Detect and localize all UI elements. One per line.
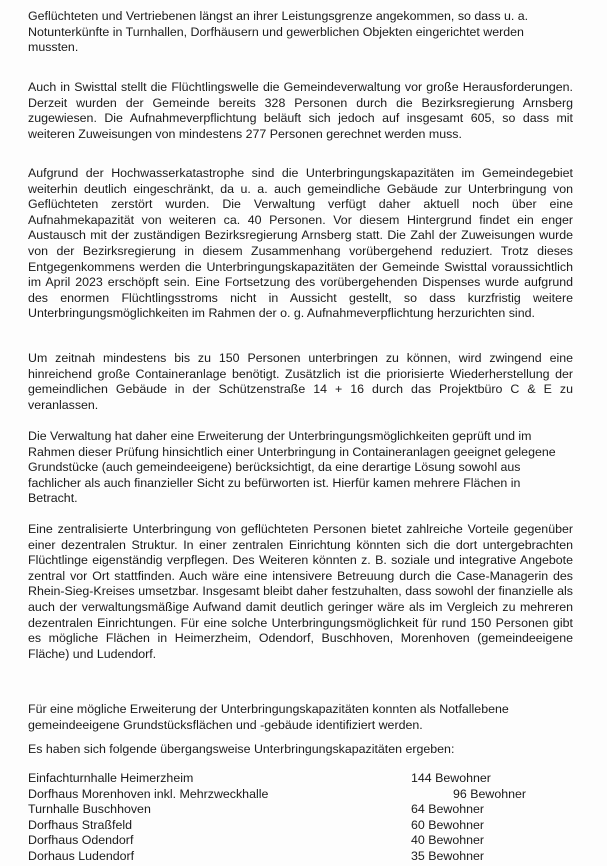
resident-count: 96 Bewohner: [453, 786, 527, 801]
paragraph-intro-continuation: Geflüchteten und Vertriebenen längst an ihrer Leistungsgrenze angekommen, so dass u. a. Notunterkünfte in Turnhallen, Dorfhäusern und gewerblichen Objekten eingerichtet werden mussten.: [28, 9, 529, 55]
facility-name: Einfachturnhalle Heimerzheim: [28, 771, 194, 785]
paragraph-container-need: Um zeitnah mindestens bis zu 150 Personen unterbringen zu können, wird zwingend eine hinreichend große Containeranlage benötigt. Zusätzlich ist die priorisierte Wiederherstellung der gemeindlichen Gebäude in der Schützenstraße 14 + 16 durch das Projektbüro C & E zu veranlassen.: [28, 351, 573, 412]
resident-count: 64 Bewohner: [411, 802, 485, 817]
table-row: [28, 833, 573, 849]
paragraph-emergency-level: Für eine mögliche Erweiterung der Unterbringungskapazitäten konnten als Notfallebene gemeindeeigene Grundstücksflächen und -gebäude identifiziert werden.: [28, 702, 509, 732]
facility-name: Dorfhaus Odendorf: [28, 833, 134, 848]
resident-count: 40 Bewohner: [411, 833, 485, 848]
paragraph-centralized-advantages: Eine zentralisierte Unterbringung von geflüchteten Personen bietet zahlreiche Vorteile gegenüber einer dezentralen Struktur. In einer zentralen Einrichtung könnten sich die dort untergebrachten Flüchtlinge eigenständig verpflegen. Des Weiteren könnten z. B. soziale und integrative Angebote zentral vor Ort stattfinden. Auch wäre eine intensivere Betreuung durch die Case-Managerin des Rhein-Sieg-Kreises umsetzbar. Insgesamt bleibt daher festzuhalten, dass sowohl der finanzielle als auch der verwaltungsmäßige Aufwand damit deutlich geringer wäre als im Vergleich zu mehreren dezentralen Einrichtungen. Für eine solche Unterbringungsmöglichkeit für rund 150 Personen gibt es mögliche Flächen in Heimerzheim, Odendorf, Buschhoven, Morenhoven (gemeindeeigene Fläche) und Ludendorf.: [28, 522, 573, 661]
resident-count: 60 Bewohner: [411, 817, 485, 832]
facility-name: Dorfhaus Straßfeld: [28, 817, 132, 832]
table-row: [28, 787, 573, 803]
table-row: [28, 802, 573, 818]
capacity-table: [28, 771, 573, 865]
table-row: [28, 818, 573, 834]
facility-name: Dorhaus Ludendorf: [28, 848, 135, 863]
resident-count: 144 Bewohner: [411, 771, 491, 785]
table-row: [28, 771, 573, 787]
facility-name: Dorfhaus Morenhoven inkl. Mehrzweckhalle: [28, 786, 269, 801]
paragraph-administration-review: Die Verwaltung hat daher eine Erweiterung der Unterbringungsmöglichkeiten geprüft und im Rahmen dieser Prüfung hinsichtlich einer Unterbringung in Containeranlagen geeignet gelegene Grundstücke (auch gemeindeeigene) berücksichtigt, da eine derartige Lösung sowohl aus fachlicher als auch finanzieller Sicht zu befürworten ist. Hierfür kamen mehrere Flächen in Betracht.: [28, 429, 556, 506]
facility-name: Turnhalle Buschhoven: [28, 802, 151, 817]
resident-count: 35 Bewohner: [411, 848, 485, 863]
paragraph-flood-capacity: Aufgrund der Hochwasserkatastrophe sind die Unterbringungskapazitäten im Gemeindegebiet weiterhin deutlich eingeschränkt, da u. a. auch gemeindliche Gebäude zur Unterbringung von Geflüchteten zerstört wurden. Die Verwaltung verfügt daher aktuell noch über eine Aufnahmekapazität von weiteren ca. 40 Personen. Vor diesem Hintergrund findet ein enger Austausch mit der zuständigen Bezirksregierung Arnsberg statt. Die Zahl der Zuweisungen wurde von der Bezirksregierung in diesem Zusammenhang vorübergehend reduziert. Trotz dieses Entgegenkommens werden die Unterbringungskapazitäten der Gemeinde Swisttal voraussichtlich im April 2023 erschöpft sein. Eine Fortsetzung des vorübergehenden Dispenses wurde aufgrund des enormen Flüchtlingsstroms nicht in Aussicht gestellt, so dass kurzfristig weitere Unterbringungsmöglichkeiten im Rahmen der o. g. Aufnahmeverpflichtung herzurichten sind.: [28, 166, 573, 321]
paragraph-swisttal-challenge: Auch in Swisttal stellt die Flüchtlingswelle die Gemeindeverwaltung vor große Herausforderungen. Derzeit wurden der Gemeinde bereits 328 Personen durch die Bezirksregierung Arnsberg zugewiesen. Die Aufnahmeverpflichtung beläuft sich jedoch auf insgesamt 605, so dass mit weiteren Zuweisungen von mindestens 277 Personen gerechnet werden muss.: [28, 80, 573, 141]
paragraph-capacity-intro: Es haben sich folgende übergangsweise Unterbringungskapazitäten ergeben:: [28, 742, 455, 756]
table-row: [28, 849, 573, 865]
